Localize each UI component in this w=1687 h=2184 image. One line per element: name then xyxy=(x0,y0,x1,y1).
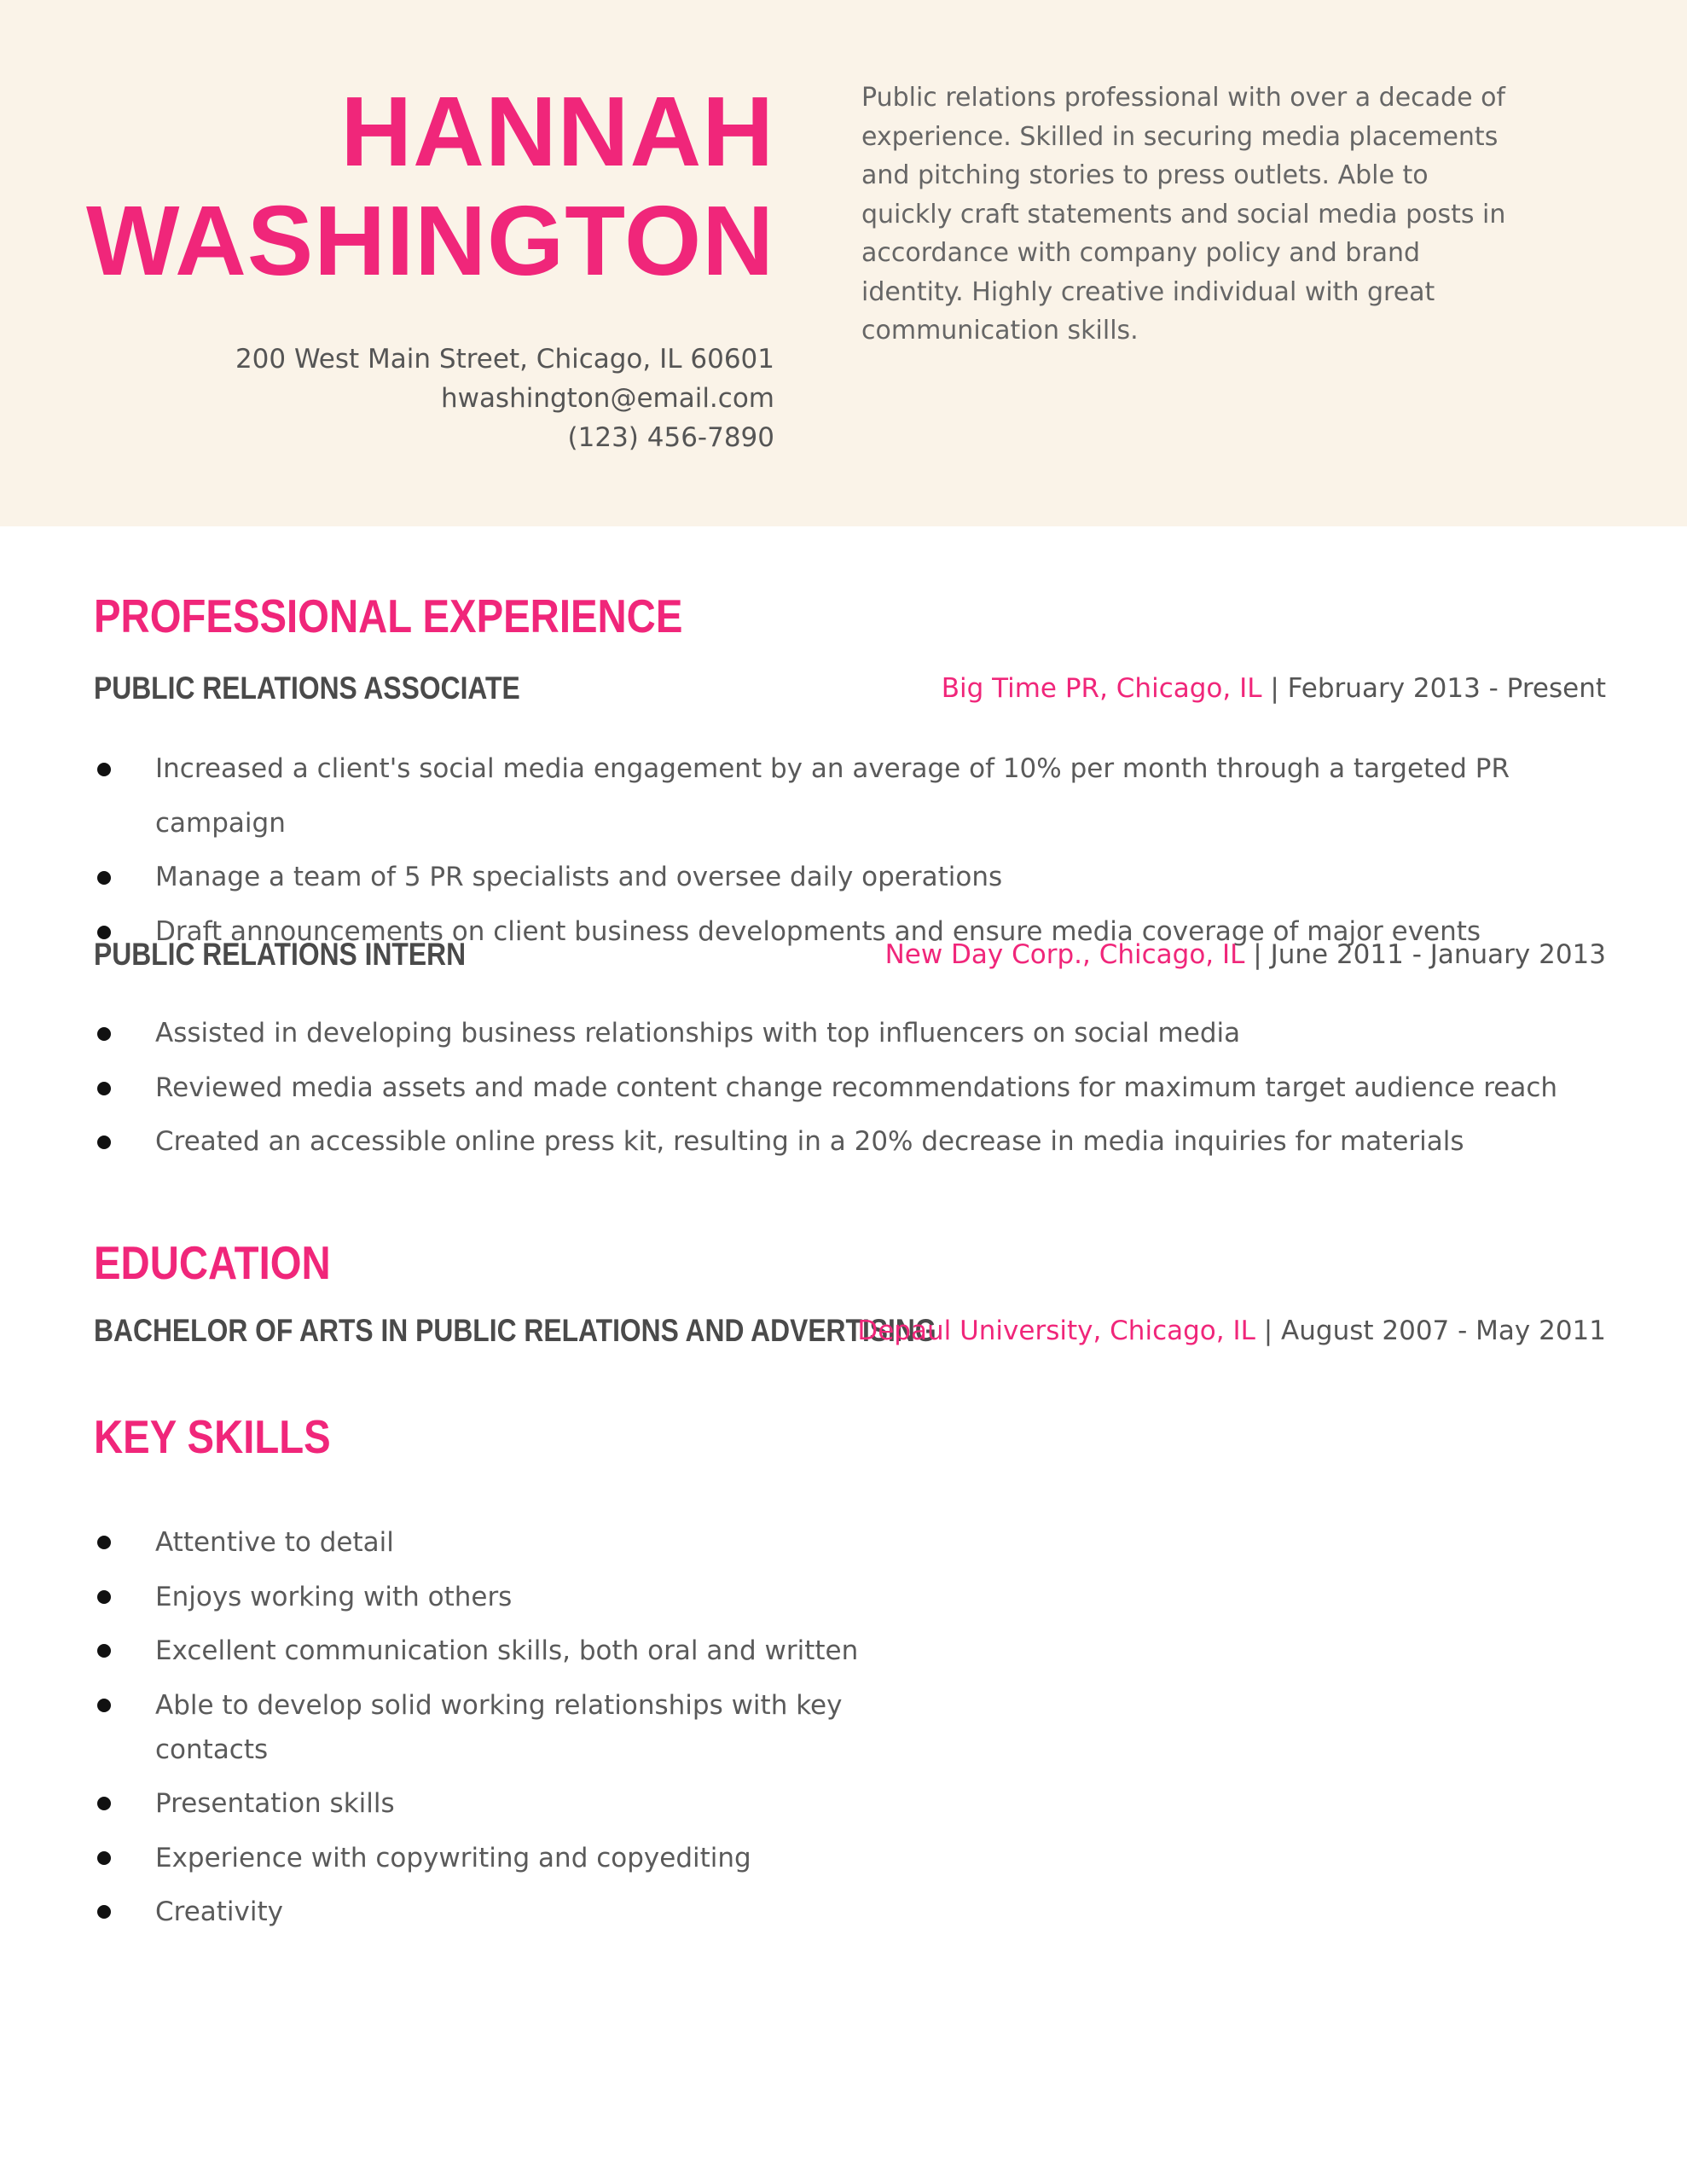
section-title-skills: KEY SKILLS xyxy=(94,1410,331,1463)
list-item: Draft announcements on client business developments and ensure media coverage of major events xyxy=(94,905,1612,960)
bullet-icon xyxy=(97,1136,111,1149)
skills-list xyxy=(94,1520,861,1944)
bullet-icon xyxy=(97,1644,111,1658)
bullet-icon xyxy=(97,1082,111,1095)
list-item: Attentive to detail xyxy=(94,1520,861,1565)
list-item: Presentation skills xyxy=(94,1781,861,1826)
bullet-icon xyxy=(97,1590,111,1604)
degree: BACHELOR OF ARTS IN PUBLIC RELATIONS AND ADVERTISING xyxy=(94,1313,936,1348)
job-header xyxy=(94,933,1606,976)
section-title-education: EDUCATION xyxy=(94,1236,331,1289)
job-bullets xyxy=(94,1007,1612,1170)
list-item: Reviewed media assets and made content change recommendations for maximum target audience reach xyxy=(94,1061,1612,1116)
list-item: Creativity xyxy=(94,1890,861,1934)
job-bullets xyxy=(94,742,1612,959)
bullet-icon xyxy=(97,871,111,885)
list-item: Experience with copywriting and copyediting xyxy=(94,1836,861,1880)
job-title: PUBLIC RELATIONS INTERN xyxy=(94,937,467,972)
job-dates: | June 2011 - January 2013 xyxy=(1253,939,1606,970)
job-meta xyxy=(942,667,1606,710)
summary: Public relations professional with over a decade of experience. Skilled in securing media placements and pitching stories to press outlets. Able to quickly craft statements and social media posts in accordance with company policy and brand identity. Highly creative individual with great communication skills. xyxy=(861,83,1506,346)
bullet-icon xyxy=(97,1851,111,1865)
bullet-icon xyxy=(97,1905,111,1919)
list-item: Assisted in developing business relationships with top influencers on social media xyxy=(94,1007,1612,1061)
job-dates: | February 2013 - Present xyxy=(1270,673,1606,704)
bullet-icon xyxy=(97,1536,111,1549)
list-item: Excellent communication skills, both oral and written xyxy=(94,1629,861,1673)
bullet-icon xyxy=(97,763,111,776)
list-item: Increased a client's social media engagement by an average of 10% per month through a targeted PR campaign xyxy=(94,742,1612,851)
school: Depaul University, Chicago, IL xyxy=(857,1316,1255,1346)
list-item: Enjoys working with others xyxy=(94,1575,861,1619)
list-item: Able to develop solid working relationships with key contacts xyxy=(94,1683,861,1772)
bullet-icon xyxy=(97,1027,111,1041)
section-title-experience: PROFESSIONAL EXPERIENCE xyxy=(94,590,683,642)
address: 200 West Main Street, Chicago, IL 60601 xyxy=(235,344,774,375)
bullet-icon xyxy=(97,1699,111,1712)
bullet-icon xyxy=(97,1797,111,1810)
candidate-name xyxy=(7,77,774,295)
education-meta xyxy=(857,1310,1606,1352)
job-title: PUBLIC RELATIONS ASSOCIATE xyxy=(94,671,520,706)
job-header xyxy=(94,667,1606,710)
company: New Day Corp., Chicago, IL xyxy=(884,939,1245,970)
contact-info xyxy=(7,340,774,457)
job-meta xyxy=(885,933,1606,976)
resume-header xyxy=(0,0,1687,526)
education-row xyxy=(94,1310,1606,1352)
email: hwashington@email.com xyxy=(440,383,774,414)
education-dates: | August 2007 - May 2011 xyxy=(1263,1316,1606,1346)
company: Big Time PR, Chicago, IL xyxy=(941,673,1262,704)
list-item: Created an accessible online press kit, resulting in a 20% decrease in media inquiries for materials xyxy=(94,1115,1612,1170)
list-item: Manage a team of 5 PR specialists and oversee daily operations xyxy=(94,851,1612,905)
name-block xyxy=(7,77,774,457)
phone: (123) 456-7890 xyxy=(567,422,774,453)
first-name: HANNAH xyxy=(340,76,774,187)
last-name: WASHINGTON xyxy=(86,185,774,296)
